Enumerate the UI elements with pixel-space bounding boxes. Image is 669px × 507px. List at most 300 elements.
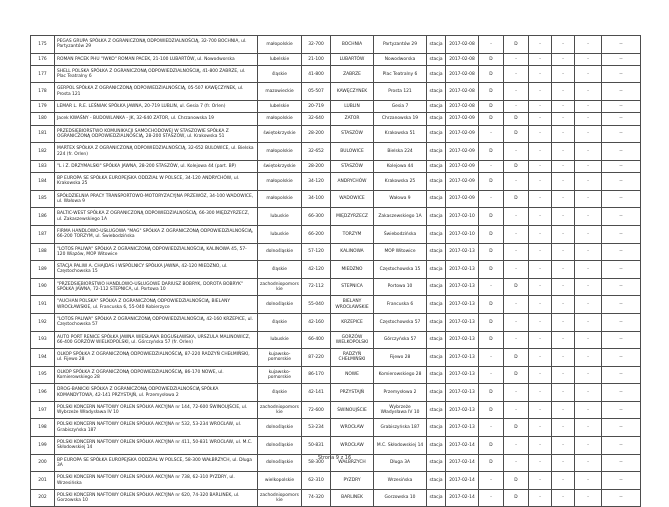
cell-c6: -- — [602, 366, 641, 384]
table-row — [31, 401, 641, 419]
cell-c3: - — [529, 113, 552, 125]
table-row — [31, 349, 641, 367]
cell-date: 2017-02-13 — [446, 278, 479, 296]
table-row — [31, 384, 641, 402]
cell-c3: - — [529, 101, 552, 113]
cell-city: ANDRYCHÓW — [331, 173, 374, 191]
cell-lp: 186 — [31, 208, 55, 226]
cell-voivodeship: małopolskie — [258, 173, 302, 191]
cell-name: "L i Z. DRZYMALSKI" SPÓŁKA JAWNA, 28-200 STASZÓW, ul. Kolejowa 44 (part. BP) — [55, 160, 258, 172]
cell-date: 2017-02-09 — [446, 143, 479, 161]
cell-lp: 184 — [31, 173, 55, 191]
cell-c5: - — [575, 36, 602, 54]
cell-type: stacja — [427, 83, 446, 101]
cell-voivodeship: małopolskie — [258, 190, 302, 208]
cell-date: 2017-02-08 — [446, 83, 479, 101]
cell-city: PYZDRY — [331, 472, 374, 490]
cell-lp: 175 — [31, 36, 55, 54]
cell-c1: D — [479, 401, 504, 419]
cell-c3: - — [529, 65, 552, 83]
cell-type: stacja — [427, 36, 446, 54]
cell-voivodeship: lubuskie — [258, 225, 302, 243]
cell-lp: 183 — [31, 160, 55, 172]
cell-c3: - — [529, 83, 552, 101]
cell-lp: 193 — [31, 331, 55, 349]
cell-type: stacja — [427, 101, 446, 113]
cell-name: BP EUROPA SE SPÓŁKA EUROPEJSKA ODDZIAŁ W POLSCE, 34-120 ANDRYCHÓW, ul. Krakowska 25 — [55, 173, 258, 191]
cell-street: Wałowa 9 — [374, 190, 427, 208]
cell-c5: - — [575, 278, 602, 296]
cell-c4: - — [552, 243, 575, 261]
cell-city: ZABRZE — [331, 65, 374, 83]
cell-c5: - — [575, 454, 602, 472]
cell-c2: D — [504, 349, 529, 367]
cell-street: M.C. Skłodowskiej 14 — [374, 437, 427, 455]
cell-lp: 190 — [31, 278, 55, 296]
cell-c1: D — [479, 65, 504, 83]
table-row — [31, 366, 641, 384]
cell-c6: -- — [602, 83, 641, 101]
cell-street: Kolejowa 44 — [374, 160, 427, 172]
cell-street: Chrzanowska 19 — [374, 113, 427, 125]
cell-c5: - — [575, 313, 602, 331]
cell-lp: 200 — [31, 454, 55, 472]
cell-c2: D — [504, 489, 529, 507]
cell-c1: D — [479, 173, 504, 191]
cell-c6: -- — [602, 36, 641, 54]
cell-lp: 187 — [31, 225, 55, 243]
cell-c6: -- — [602, 384, 641, 402]
cell-type: stacja — [427, 65, 446, 83]
cell-c3: - — [529, 472, 552, 490]
table-row — [31, 472, 641, 490]
page-number-footer: Strona 9 z 16 — [317, 455, 352, 461]
cell-c3: - — [529, 331, 552, 349]
cell-c5: - — [575, 208, 602, 226]
cell-name: LEMAR L. R.E. LEŚNIAK SPÓŁKA JAWNA, 20-719 LUBLIN, ul. Gesia 7 (fr. Orlen) — [55, 101, 258, 113]
cell-c4: - — [552, 160, 575, 172]
cell-c2: - — [504, 401, 529, 419]
cell-c1: D — [479, 101, 504, 113]
table-row — [31, 278, 641, 296]
cell-c1: D — [479, 296, 504, 314]
cell-c4: - — [552, 113, 575, 125]
cell-postal: 41-800 — [302, 65, 331, 83]
cell-name: "AUCHAN POLSKA" SPÓŁKA Z OGRANICZONĄ ODPOWIEDZIALNOŚCIĄ, BIELANY WROCŁAWSKIE, ul. Francuska 6, 55-040 Kobierzyce — [55, 296, 258, 314]
cell-postal: 20-719 — [302, 101, 331, 113]
cell-name: "LOTOS PALIWA" SPÓŁKA Z OGRANICZONĄ ODPOWIEDZIALNOŚCIĄ, 42-160 KRZEPICE, ul. Częstochowska 57 — [55, 313, 258, 331]
cell-city: STASZÓW — [331, 160, 374, 172]
cell-c1: - — [479, 472, 504, 490]
cell-c4: - — [552, 419, 575, 437]
table-row — [31, 419, 641, 437]
cell-date: 2017-02-14 — [446, 472, 479, 490]
cell-postal: 34-120 — [302, 173, 331, 191]
cell-c3: - — [529, 208, 552, 226]
cell-lp: 176 — [31, 53, 55, 65]
table-row — [31, 173, 641, 191]
cell-c1: - — [479, 125, 504, 143]
cell-c2: D — [504, 36, 529, 54]
cell-street: Górczyńska 57 — [374, 331, 427, 349]
cell-postal: 28-200 — [302, 160, 331, 172]
cell-c3: - — [529, 36, 552, 54]
cell-name: OLKOP SPÓŁKA Z OGRANICZONĄ ODPOWIEDZIALNOŚCIĄ, 86-170 NOWE, ul. Komierowskiego 28 — [55, 366, 258, 384]
cell-date: 2017-02-10 — [446, 225, 479, 243]
cell-c4: - — [552, 454, 575, 472]
cell-street: Świebodzińska — [374, 225, 427, 243]
cell-city: WROCŁAW — [331, 437, 374, 455]
cell-city: BOCHNIA — [331, 36, 374, 54]
cell-lp: 197 — [31, 401, 55, 419]
cell-type: stacja — [427, 113, 446, 125]
cell-c1: - — [479, 278, 504, 296]
cell-voivodeship: zachodniopomorskie — [258, 401, 302, 419]
cell-c3: - — [529, 384, 552, 402]
cell-c5: - — [575, 101, 602, 113]
stations-table-body — [31, 36, 641, 507]
cell-c2: D — [504, 160, 529, 172]
cell-voivodeship: małopolskie — [258, 143, 302, 161]
cell-city: BARLINEK — [331, 489, 374, 507]
cell-c6: -- — [602, 208, 641, 226]
cell-date: 2017-02-09 — [446, 173, 479, 191]
cell-c2: - — [504, 384, 529, 402]
cell-voivodeship: lubuskie — [258, 331, 302, 349]
cell-c3: - — [529, 225, 552, 243]
cell-c6: -- — [602, 454, 641, 472]
cell-c3: - — [529, 143, 552, 161]
cell-c6: -- — [602, 113, 641, 125]
table-row — [31, 143, 641, 161]
table-row — [31, 243, 641, 261]
cell-street: Wrzesińska — [374, 472, 427, 490]
cell-lp: 198 — [31, 419, 55, 437]
cell-lp: 182 — [31, 143, 55, 161]
table-row — [31, 36, 641, 54]
cell-c1: D — [479, 331, 504, 349]
cell-c4: - — [552, 472, 575, 490]
cell-c1: D — [479, 437, 504, 455]
cell-date: 2017-02-14 — [446, 454, 479, 472]
cell-c5: - — [575, 160, 602, 172]
cell-c4: - — [552, 53, 575, 65]
cell-city: WAŁBRZYCH — [331, 454, 374, 472]
cell-c3: - — [529, 296, 552, 314]
cell-city: WADOWICE — [331, 190, 374, 208]
cell-city: MIĘDZYRZECZ — [331, 208, 374, 226]
cell-c2: - — [504, 53, 529, 65]
cell-c3: - — [529, 261, 552, 279]
cell-date: 2017-02-13 — [446, 366, 479, 384]
cell-c6: -- — [602, 243, 641, 261]
cell-city: NOWE — [331, 366, 374, 384]
cell-type: stacja — [427, 454, 446, 472]
cell-c4: - — [552, 278, 575, 296]
cell-voivodeship: świętokrzyskie — [258, 160, 302, 172]
cell-voivodeship: lubuskie — [258, 208, 302, 226]
cell-c4: - — [552, 489, 575, 507]
cell-postal: 32-652 — [302, 143, 331, 161]
cell-name: POLSKI KONCERN NAFTOWY ORLEN SPÓŁKA AKCYJNA nr 738, 62-310 PYZDRY, ul. Wrzesińska — [55, 472, 258, 490]
cell-c4: - — [552, 261, 575, 279]
cell-c5: - — [575, 419, 602, 437]
cell-date: 2017-02-13 — [446, 313, 479, 331]
cell-lp: 185 — [31, 190, 55, 208]
cell-c3: - — [529, 190, 552, 208]
cell-c1: - — [479, 489, 504, 507]
cell-c6: -- — [602, 331, 641, 349]
cell-postal: 72-600 — [302, 401, 331, 419]
cell-c4: - — [552, 143, 575, 161]
cell-street: Prosta 121 — [374, 83, 427, 101]
cell-c1: D — [479, 83, 504, 101]
cell-c1: - — [479, 419, 504, 437]
cell-type: stacja — [427, 160, 446, 172]
cell-name: GERPOL SPÓŁKA Z OGRANICZONĄ ODPOWIEDZIALNOŚCIĄ, 05-507 KAWĘCZYNEK, ul. Prosta 121 — [55, 83, 258, 101]
cell-date: 2017-02-08 — [446, 53, 479, 65]
cell-type: stacja — [427, 472, 446, 490]
cell-city: ZATOR — [331, 113, 374, 125]
cell-c5: - — [575, 261, 602, 279]
cell-c2: D — [504, 366, 529, 384]
cell-c3: - — [529, 437, 552, 455]
cell-c6: -- — [602, 190, 641, 208]
cell-c2: - — [504, 65, 529, 83]
cell-c5: - — [575, 366, 602, 384]
cell-c5: - — [575, 53, 602, 65]
cell-postal: 42-160 — [302, 313, 331, 331]
cell-street: Zakaszewskiego 1A — [374, 208, 427, 226]
cell-street: Częstochowska 57 — [374, 313, 427, 331]
cell-postal: 74-320 — [302, 489, 331, 507]
cell-date: 2017-02-14 — [446, 489, 479, 507]
cell-lp: 177 — [31, 65, 55, 83]
cell-voivodeship: śląskie — [258, 313, 302, 331]
cell-city: GORZÓW WIELKOPOLSKI — [331, 331, 374, 349]
cell-street: Portowa 10 — [374, 278, 427, 296]
cell-c4: - — [552, 331, 575, 349]
cell-postal: 42-120 — [302, 261, 331, 279]
table-row — [31, 83, 641, 101]
cell-date: 2017-02-10 — [446, 208, 479, 226]
cell-c2: - — [504, 437, 529, 455]
cell-postal: 05-507 — [302, 83, 331, 101]
table-row — [31, 261, 641, 279]
cell-c4: - — [552, 225, 575, 243]
cell-type: stacja — [427, 53, 446, 65]
cell-date: 2017-02-13 — [446, 331, 479, 349]
cell-c3: - — [529, 53, 552, 65]
cell-type: stacja — [427, 173, 446, 191]
cell-name: ROMAN PACEK PHU "IWKO" ROMAN PACEK, 21-100 LUBARTÓW, ul. Nowodworska — [55, 53, 258, 65]
cell-c5: - — [575, 173, 602, 191]
cell-street: Krakowska 51 — [374, 125, 427, 143]
cell-c2: - — [504, 225, 529, 243]
cell-c1: D — [479, 243, 504, 261]
cell-c4: - — [552, 437, 575, 455]
cell-c3: - — [529, 366, 552, 384]
cell-c2: - — [504, 313, 529, 331]
cell-date: 2017-02-14 — [446, 437, 479, 455]
cell-voivodeship: dolnośląskie — [258, 454, 302, 472]
cell-voivodeship: zachodniopomorskie — [258, 278, 302, 296]
cell-type: stacja — [427, 278, 446, 296]
cell-c5: - — [575, 384, 602, 402]
cell-type: stacja — [427, 489, 446, 507]
cell-name: PRZEDSIĘBIORSTWO KOMUNIKACJI SAMOCHODOWEJ W STASZOWIE SPÓŁKA Z OGRANICZONĄ ODPOWIEDZIALNOŚCIĄ, 28-200 STASZÓW, ul. Krakowska 51 — [55, 125, 258, 143]
cell-c6: -- — [602, 53, 641, 65]
cell-c5: - — [575, 113, 602, 125]
cell-lp: 192 — [31, 313, 55, 331]
cell-date: 2017-02-08 — [446, 65, 479, 83]
cell-lp: 201 — [31, 472, 55, 490]
cell-voivodeship: kujawsko-pomorskie — [258, 366, 302, 384]
cell-c5: - — [575, 489, 602, 507]
cell-name: BALTIC-WEST SPÓŁKA Z OGRANICZONĄ ODPOWIEDZIALNOŚCIĄ, 66-300 MIĘDZYRZECZ, ul. Zakaszewskiego 1A — [55, 208, 258, 226]
cell-c1: - — [479, 36, 504, 54]
table-row — [31, 313, 641, 331]
cell-street: Gesia 7 — [374, 101, 427, 113]
cell-c5: - — [575, 472, 602, 490]
cell-date: 2017-02-13 — [446, 243, 479, 261]
cell-street: Wybrzeże Władysława IV 10 — [374, 401, 427, 419]
cell-c2: D — [504, 190, 529, 208]
cell-c2: - — [504, 331, 529, 349]
cell-name: POLSKI KONCERN NAFTOWY ORLEN SPÓŁKA AKCYJNA nr 144, 72-600 ŚWINOUJŚCIE, ul. Wybrzeże Władysława IV 10 — [55, 401, 258, 419]
cell-c4: - — [552, 349, 575, 367]
cell-c4: - — [552, 366, 575, 384]
cell-c2: D — [504, 125, 529, 143]
cell-c6: -- — [602, 278, 641, 296]
cell-city: PRZYSTAJŃ — [331, 384, 374, 402]
cell-lp: 181 — [31, 125, 55, 143]
cell-voivodeship: dolnośląskie — [258, 437, 302, 455]
cell-name: "PRZEDSIĘBIORSTWO HANDLOWO-USŁUGOWE DARIUSZ BOBRYK, DOROTA BOBRYK" SPÓŁKA JAWNA, 72-112 STEPNICA, ul. Portowa 10 — [55, 278, 258, 296]
cell-postal: 32-640 — [302, 113, 331, 125]
stations-table — [30, 35, 641, 507]
cell-street: Krakowska 25 — [374, 173, 427, 191]
cell-c5: - — [575, 296, 602, 314]
cell-c3: - — [529, 313, 552, 331]
cell-c1: D — [479, 454, 504, 472]
cell-postal: 58-300 — [302, 454, 331, 472]
cell-voivodeship: dolnośląskie — [258, 243, 302, 261]
cell-city: BIELANY WROCŁAWSKIE — [331, 296, 374, 314]
cell-name: POLSKI KONCERN NAFTOWY ORLEN SPÓŁKA AKCYJNA nr 532, 53-234 WROCŁAW, ul. Grabiszyńska 187 — [55, 419, 258, 437]
cell-type: stacja — [427, 143, 446, 161]
cell-voivodeship: wielkopolskie — [258, 472, 302, 490]
cell-city: KALINOWA — [331, 243, 374, 261]
cell-c1: - — [479, 190, 504, 208]
cell-street: Nowodworska — [374, 53, 427, 65]
cell-type: stacja — [427, 190, 446, 208]
cell-type: stacja — [427, 125, 446, 143]
cell-voivodeship: lubelskie — [258, 101, 302, 113]
cell-postal: 66-300 — [302, 208, 331, 226]
cell-name: MARTEX SPÓŁKA Z OGRANICZONĄ ODPOWIEDZIALNOŚCIĄ, 32-652 BULOWICE, ul. Bielska 224 (fr. Orlen) — [55, 143, 258, 161]
table-row — [31, 296, 641, 314]
cell-type: stacja — [427, 384, 446, 402]
cell-street: Plac Teatralny 6 — [374, 65, 427, 83]
cell-type: stacja — [427, 225, 446, 243]
cell-lp: 196 — [31, 384, 55, 402]
cell-city: LUBARTÓW — [331, 53, 374, 65]
cell-voivodeship: lubelskie — [258, 53, 302, 65]
cell-c4: - — [552, 401, 575, 419]
cell-date: 2017-02-13 — [446, 419, 479, 437]
cell-city: RADZYŃ CHEŁMIŃSKI — [331, 349, 374, 367]
cell-postal: 50-831 — [302, 437, 331, 455]
cell-c6: -- — [602, 419, 641, 437]
table-row — [31, 190, 641, 208]
cell-name: BP EUROPA SE SPÓŁKA EUROPEJSKA ODDZIAŁ W POLSCE, 58-300 WAŁBRZYCH, ul. Długa 3A — [55, 454, 258, 472]
cell-c3: - — [529, 419, 552, 437]
cell-c3: - — [529, 125, 552, 143]
cell-c3: - — [529, 349, 552, 367]
cell-type: stacja — [427, 261, 446, 279]
cell-c2: D — [504, 472, 529, 490]
table-row — [31, 53, 641, 65]
table-row — [31, 225, 641, 243]
cell-voivodeship: śląskie — [258, 65, 302, 83]
cell-c1: D — [479, 113, 504, 125]
cell-postal: 66-400 — [302, 331, 331, 349]
cell-postal: 57-120 — [302, 243, 331, 261]
cell-voivodeship: świętokrzyskie — [258, 125, 302, 143]
cell-c2: - — [504, 173, 529, 191]
table-row — [31, 125, 641, 143]
cell-city: KAWĘCZYNEK — [331, 83, 374, 101]
cell-lp: 199 — [31, 437, 55, 455]
cell-name: Jacek KWAŚNY - BUDOWLANKA - JK, 32-640 ZATOR, ul. Chrzanowska 19 — [55, 113, 258, 125]
cell-c5: - — [575, 65, 602, 83]
cell-postal: 55-040 — [302, 296, 331, 314]
cell-date: 2017-02-13 — [446, 296, 479, 314]
cell-c4: - — [552, 190, 575, 208]
cell-street: Partyzantów 29 — [374, 36, 427, 54]
cell-voivodeship: małopolskie — [258, 36, 302, 54]
cell-date: 2017-02-08 — [446, 101, 479, 113]
cell-c3: - — [529, 173, 552, 191]
cell-c4: - — [552, 65, 575, 83]
cell-c5: - — [575, 143, 602, 161]
cell-postal: 42-141 — [302, 384, 331, 402]
cell-c6: -- — [602, 489, 641, 507]
cell-street: Bielska 224 — [374, 143, 427, 161]
cell-c4: - — [552, 296, 575, 314]
cell-city: TORZYM — [331, 225, 374, 243]
cell-c6: -- — [602, 160, 641, 172]
cell-c2: - — [504, 243, 529, 261]
cell-c2: - — [504, 296, 529, 314]
cell-type: stacja — [427, 401, 446, 419]
cell-city: WROCŁAW — [331, 419, 374, 437]
cell-city: LUBLIN — [331, 101, 374, 113]
cell-voivodeship: śląskie — [258, 261, 302, 279]
cell-postal: 53-234 — [302, 419, 331, 437]
cell-lp: 189 — [31, 261, 55, 279]
cell-lp: 194 — [31, 349, 55, 367]
cell-name: SHELL POLSKA SPÓŁKA Z OGRANICZONĄ ODPOWIEDZIALNOŚCIĄ, 41-800 ZABRZE, ul. Plac Teatralny 6 — [55, 65, 258, 83]
cell-voivodeship: zachodniopomorskie — [258, 489, 302, 507]
table-row — [31, 160, 641, 172]
cell-postal: 87-220 — [302, 349, 331, 367]
cell-voivodeship: małopolskie — [258, 113, 302, 125]
cell-street: Grabiszyńska 187 — [374, 419, 427, 437]
cell-city: STASZÓW — [331, 125, 374, 143]
cell-lp: 188 — [31, 243, 55, 261]
